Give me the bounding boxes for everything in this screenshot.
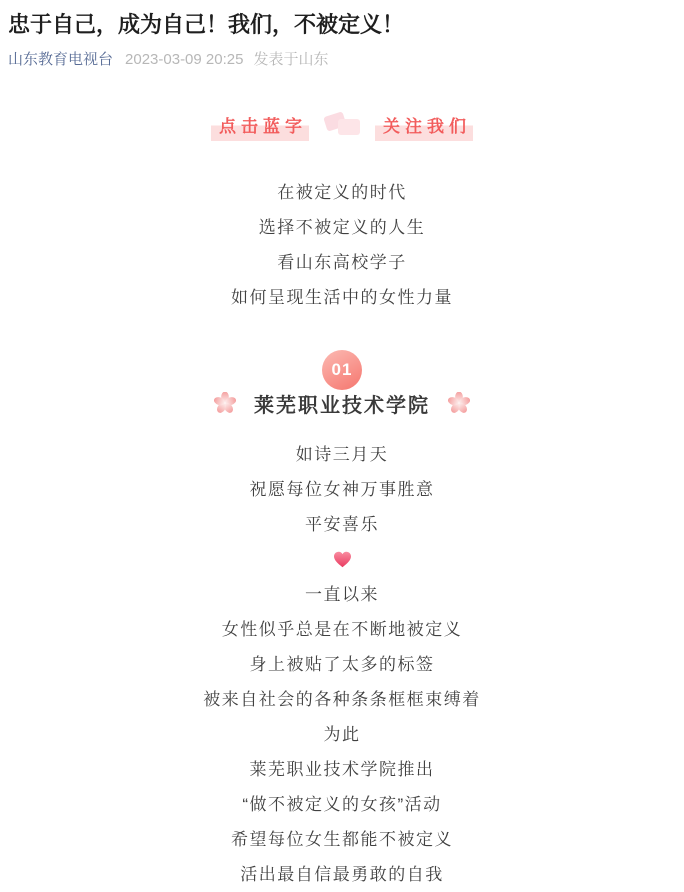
intro-line: 看山东高校学子	[277, 253, 407, 272]
body-line: “做不被定义的女孩”活动	[242, 795, 442, 814]
body-line: 女性似乎总是在不断地被定义	[221, 620, 463, 639]
intro-line: 如何呈现生活中的女性力量	[231, 288, 453, 307]
intro-line: 选择不被定义的人生	[258, 218, 426, 237]
publish-date: 2023-03-09 20:25	[125, 51, 244, 68]
section-title-row	[0, 390, 684, 416]
body-line: 活出最自信最勇敢的自我	[240, 865, 444, 884]
section-number-wrap	[0, 350, 684, 390]
account-link[interactable]: 山东教育电视台	[8, 51, 114, 68]
follow-us-label[interactable]: 关注我们	[375, 110, 473, 141]
ribbon-bow-icon	[321, 111, 363, 139]
ribbon-piece	[338, 119, 360, 135]
body-line: 如诗三月天	[295, 445, 389, 464]
body-paragraph-1	[0, 437, 684, 542]
body-line: 祝愿每位女神万事胜意	[249, 480, 435, 499]
publish-location: 发表于山东	[253, 51, 329, 68]
heart-row	[0, 542, 684, 577]
follow-banner	[0, 110, 684, 140]
section-number-badge: 01	[322, 350, 362, 390]
intro-paragraph	[0, 175, 684, 315]
body-line: 被来自社会的各种条条框框束缚着	[203, 690, 481, 709]
body-paragraph-2	[0, 577, 684, 892]
article-meta	[0, 40, 684, 68]
sakura-flower-icon	[214, 392, 236, 414]
body-line: 平安喜乐	[305, 515, 379, 534]
body-line: 身上被贴了太多的标签	[249, 655, 435, 674]
body-line: 希望每位女生都能不被定义	[231, 830, 453, 849]
click-blue-text-label[interactable]: 点击蓝字	[211, 110, 309, 141]
body-line: 一直以来	[305, 585, 379, 604]
heart-icon	[333, 551, 352, 568]
body-line: 为此	[323, 725, 361, 744]
intro-line: 在被定义的时代	[277, 183, 407, 202]
section-title: 莱芜职业技术学院	[254, 394, 430, 417]
sakura-flower-icon	[448, 392, 470, 414]
body-line: 莱芜职业技术学院推出	[249, 760, 435, 779]
page-title: 忠于自己，成为自己！我们，不被定义！	[8, 12, 405, 37]
